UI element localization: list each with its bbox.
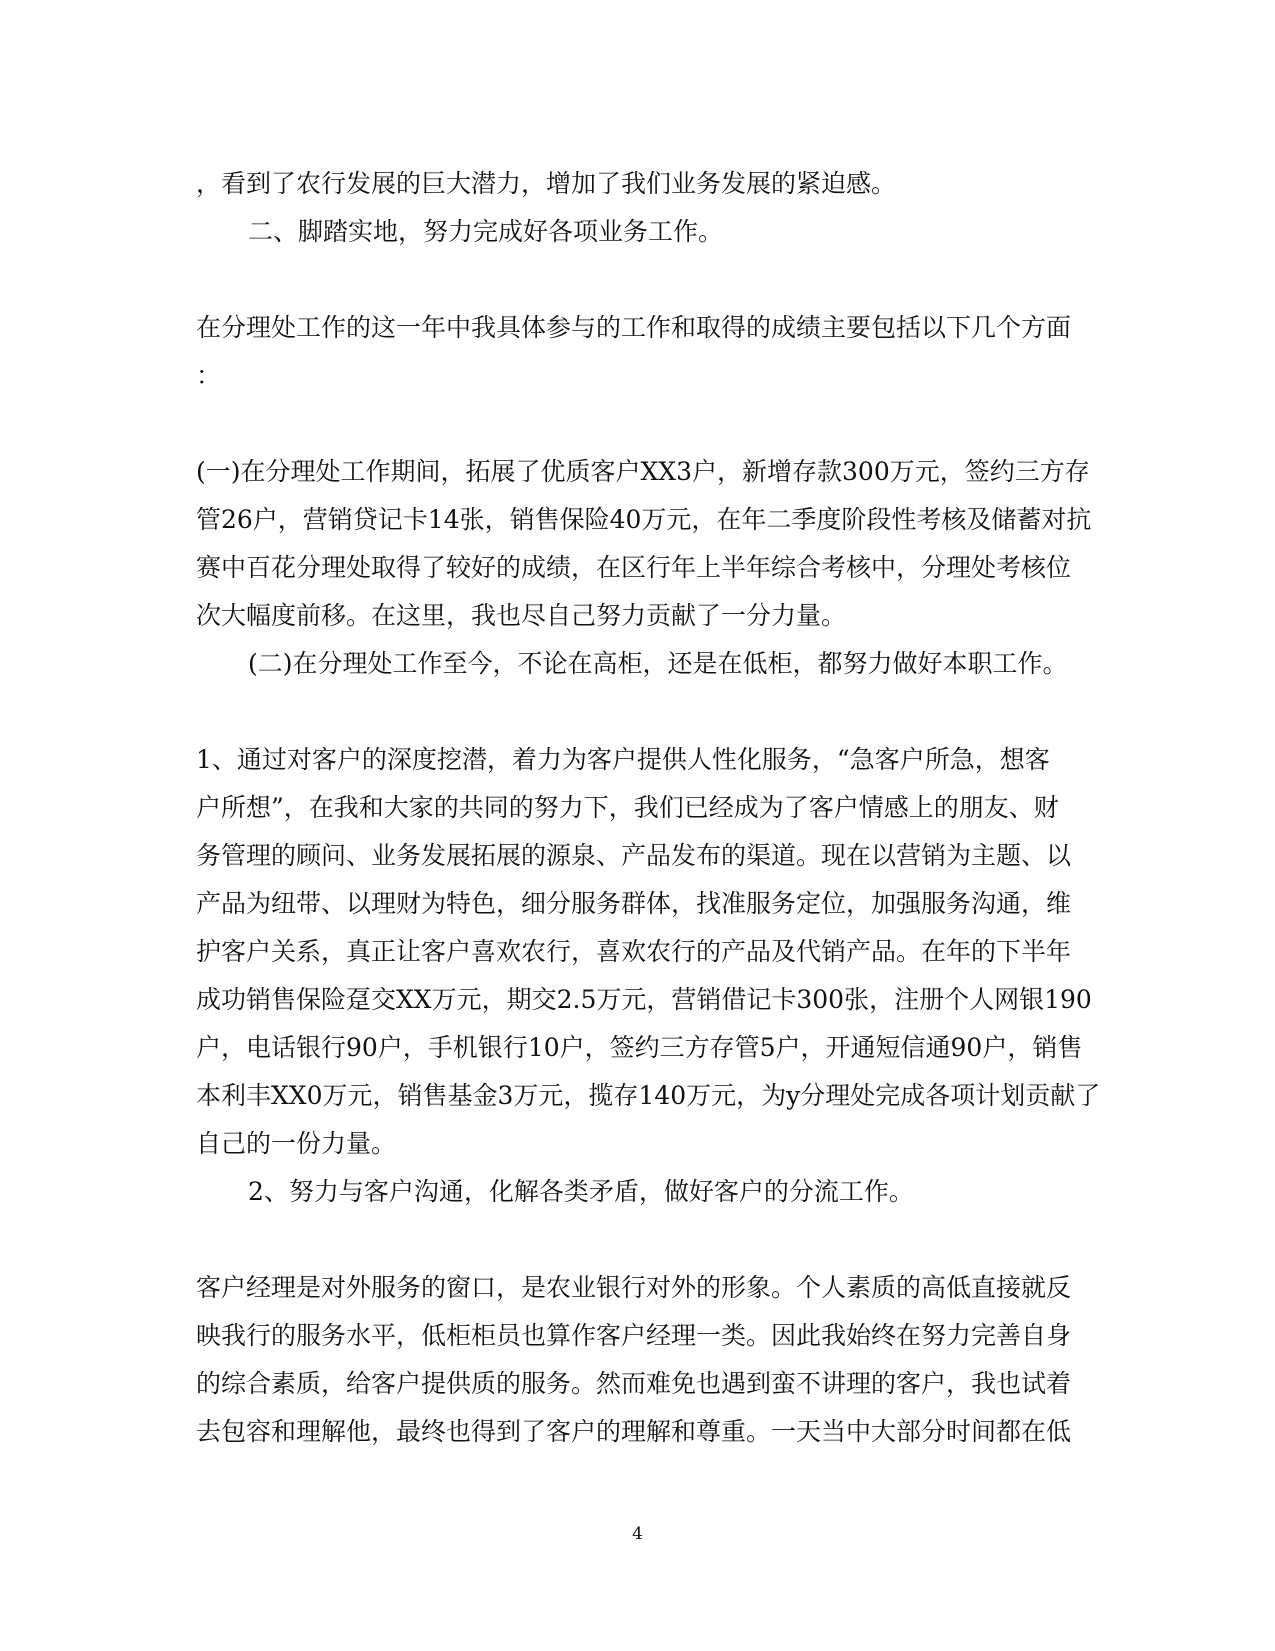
text-line: (一)在分理处工作期间，拓展了优质客户XX3户，新增存款300万元，签约三方存 (196, 457, 1090, 486)
text-line: 赛中百花分理处取得了较好的成绩，在区行年上半年综合考核中，分理处考核位 (196, 553, 1072, 582)
text-line: 本利丰XX0万元，销售基金3万元，揽存140万元，为y分理处完成各项计划贡献了 (196, 1081, 1101, 1110)
text-line: 务管理的顾问、业务发展拓展的源泉、产品发布的渠道。现在以营销为主题、以 (196, 841, 1072, 870)
text-line: 户，电话银行90户，手机银行10户，签约三方存管5户，开通短信通90户，销售 (196, 1033, 1083, 1062)
paragraph-gap (196, 1216, 1076, 1264)
page-number: 4 (632, 1524, 643, 1544)
section-heading: 二、脚踏实地，努力完成好各项业务工作。 (248, 217, 724, 246)
text-line: 成功销售保险趸交XX万元，期交2.5万元，营销借记卡300张，注册个人网银190 (196, 985, 1092, 1014)
paragraph-gap (196, 688, 1076, 736)
text-line: 次大幅度前移。在这里，我也尽自己努力贡献了一分力量。 (196, 601, 847, 630)
subsection-heading: (二)在分理处工作至今，不论在高柜，还是在低柜，都努力做好本职工作。 (248, 649, 1068, 678)
text-line: 客户经理是对外服务的窗口，是农业银行对外的形象。个人素质的高低直接就反 (196, 1273, 1072, 1302)
text-line: 自己的一份力量。 (196, 1129, 397, 1158)
document-body (196, 160, 1101, 1456)
text-line: 1、通过对客户的深度挖潜，着力为客户提供人性化服务，“急客户所急，想客 (196, 745, 1050, 774)
item-heading: 2、努力与客户沟通，化解各类矛盾，做好客户的分流工作。 (248, 1177, 914, 1206)
text-line: ，看到了农行发展的巨大潜力，增加了我们业务发展的紧迫感。 (196, 169, 897, 198)
text-line: ： (196, 361, 222, 390)
text-line: 管26户，营销贷记卡14张，销售保险40万元，在年二季度阶段性考核及储蓄对抗 (196, 505, 1092, 534)
text-line: 户所想”，在我和大家的共同的努力下，我们已经成为了客户情感上的朋友、财 (196, 793, 1059, 822)
text-line: 护客户关系，真正让客户喜欢农行，喜欢农行的产品及代销产品。在年的下半年 (196, 937, 1072, 966)
text-line: 的综合素质，给客户提供质的服务。然而难免也遇到蛮不讲理的客户，我也试着 (196, 1369, 1072, 1398)
paragraph-gap (196, 256, 1076, 304)
text-line: 映我行的服务水平，低柜柜员也算作客户经理一类。因此我始终在努力完善自身 (196, 1321, 1072, 1350)
text-line: 去包容和理解他，最终也得到了客户的理解和尊重。一天当中大部分时间都在低 (196, 1417, 1072, 1446)
text-line: 产品为纽带、以理财为特色，细分服务群体，找准服务定位，加强服务沟通，维 (196, 889, 1072, 918)
paragraph-gap (196, 400, 1076, 448)
text-line: 在分理处工作的这一年中我具体参与的工作和取得的成绩主要包括以下几个方面 (196, 313, 1072, 342)
